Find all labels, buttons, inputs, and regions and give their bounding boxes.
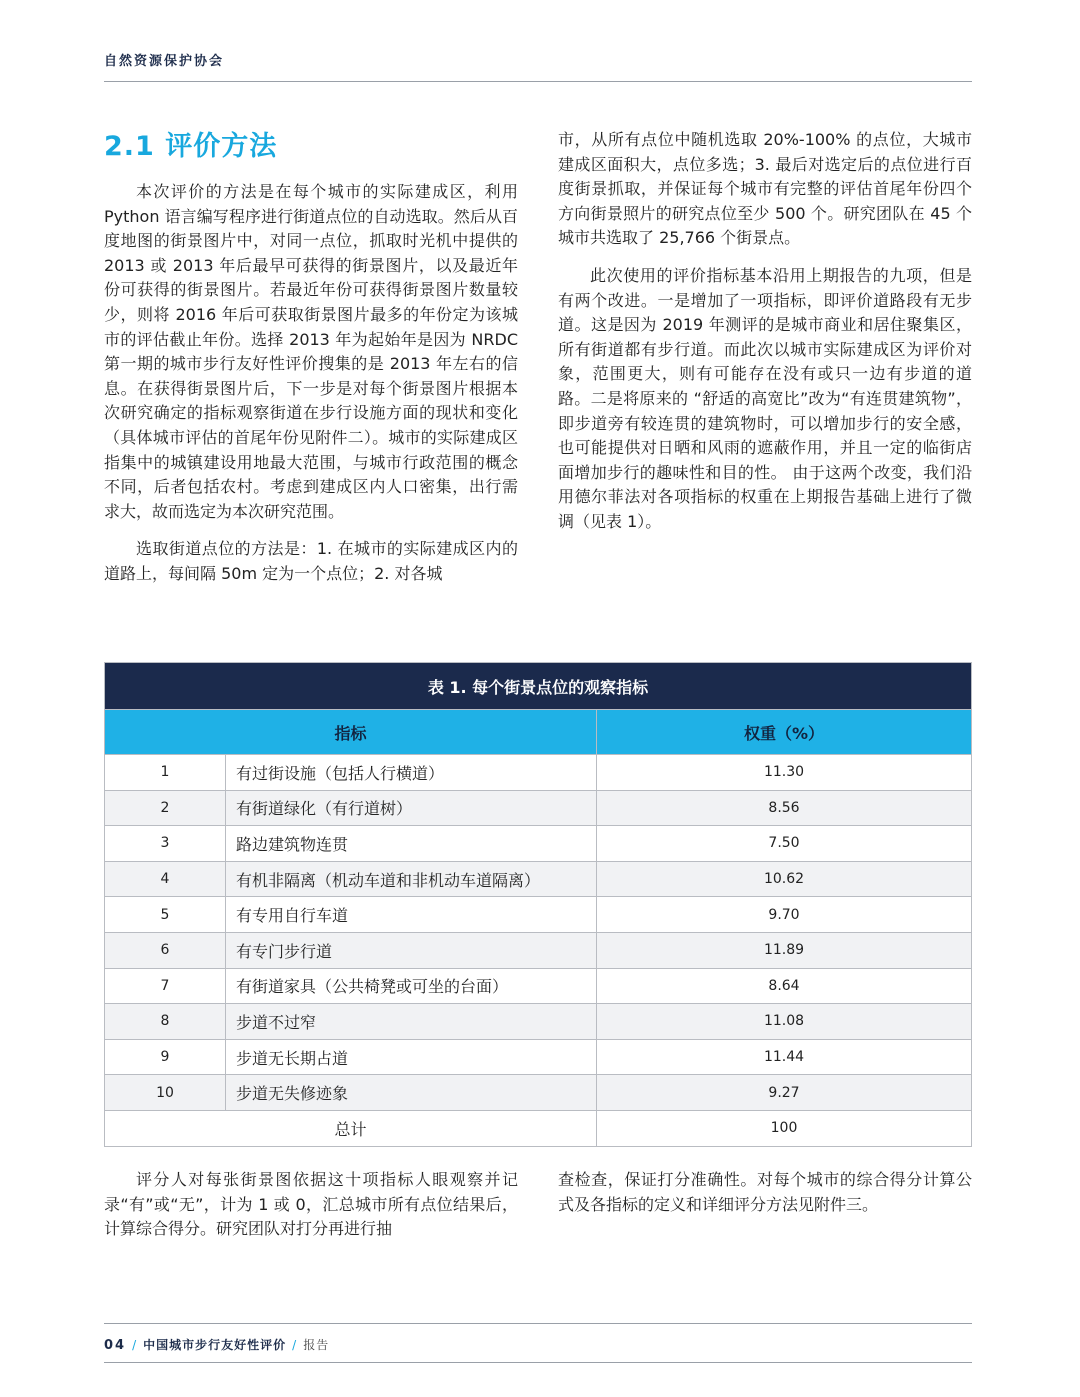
point-selection-continued: 市，从所有点位中随机选取 20%-100% 的点位，大城市建成区面积大，点位多选；3. 最后对选定后的点位进行百度街景抓取，并保证每个城市有完整的评估首尾年份四个方向街景照片的研究点位至少 500 个。研究团队在 45 个城市共选取了 25,766 个街景点。 [558, 130, 972, 248]
indicator-name: 有街道家具（公共椅凳或可坐的台面） [226, 968, 597, 1004]
indicator-name: 步道无失修迹象 [226, 1075, 597, 1111]
scoring-paragraph-continued: 查检查，保证打分准确性。对每个城市的综合得分计算公式及各指标的定义和详细评分方法见附件三。 [558, 1170, 972, 1214]
indicator-header: 指标 [105, 710, 597, 755]
table-row [105, 897, 972, 933]
indicator-number: 8 [105, 1004, 226, 1040]
total-value: 100 [597, 1110, 972, 1146]
indicator-weight: 8.56 [597, 790, 972, 826]
organization-name: 自然资源保护协会 [104, 54, 225, 69]
weight-header: 权重（%） [597, 710, 972, 755]
indicator-number: 3 [105, 826, 226, 862]
point-selection-paragraph: 选取街道点位的方法是：1. 在城市的实际建成区内的道路上，每间隔 50m 定为一个点位；2. 对各城 [104, 539, 518, 583]
total-label: 总计 [105, 1110, 597, 1146]
table-body [105, 755, 972, 1111]
indicator-number: 7 [105, 968, 226, 1004]
indicator-number: 9 [105, 1039, 226, 1075]
bottom-left-column [104, 1168, 518, 1242]
indicator-weight: 10.62 [597, 861, 972, 897]
bottom-right-column [558, 1168, 972, 1217]
indicator-number: 4 [105, 861, 226, 897]
table-row [105, 755, 972, 791]
indicator-name: 有专门步行道 [226, 932, 597, 968]
section-title: 2.1 评价方法 [104, 131, 278, 162]
table-row [105, 790, 972, 826]
table-row [105, 968, 972, 1004]
table-row [105, 861, 972, 897]
indicator-weight: 9.70 [597, 897, 972, 933]
indicator-name: 有机非隔离（机动车道和非机动车道隔离） [226, 861, 597, 897]
indicator-number: 1 [105, 755, 226, 791]
observation-indicators-table [104, 662, 972, 1147]
scoring-paragraph: 评分人对每张街景图依据这十项指标人眼观察并记录“有”或“无”，计为 1 或 0，汇总城市所有点位结果后，计算综合得分。研究团队对打分再进行抽 [104, 1170, 518, 1239]
indicator-weight: 7.50 [597, 826, 972, 862]
indicator-weight: 9.27 [597, 1075, 972, 1111]
footer-top-divider [104, 1323, 972, 1324]
indicator-name: 步道不过窄 [226, 1004, 597, 1040]
indicator-weight: 11.30 [597, 755, 972, 791]
footer-bottom-divider [104, 1362, 972, 1363]
indicator-weight: 11.89 [597, 932, 972, 968]
indicator-weight: 11.44 [597, 1039, 972, 1075]
indicator-number: 5 [105, 897, 226, 933]
method-paragraph: 本次评价的方法是在每个城市的实际建成区，利用 Python 语言编写程序进行街道点位的自动选取。然后从百度地图的街景图片中，对同一点位，抓取时光机中提供的 2013 或 2013 年后最早可获得的街景图片，以及最近年份可获得的街景图片。若最近年份可获得街景图片数量较少，则将 2016 年后可获取街景图片最多的年份定为该城市的评估截止年份。选择 2013 年为起始年是因为 NRDC 第一期的城市步行友好性评价搜集的是 2013 年左右的信息。在获得街景图片后，下一步是对每个街景图片根据本次研究确定的指标观察街道在步行设施方面的现状和变化（具体城市评估的首尾年份见附件二）。城市的实际建成区指集中的城镇建设用地最大范围，与城市行政范围的概念不同，后者包括农村。考虑到建成区内人口密集，出行需求大，故而选定为本次研究范围。 [104, 182, 518, 521]
table-row [105, 1039, 972, 1075]
indicator-number: 2 [105, 790, 226, 826]
table-caption: 表 1. 每个街景点位的观察指标 [105, 663, 972, 710]
table-row [105, 826, 972, 862]
right-column [558, 128, 972, 535]
indicator-name: 路边建筑物连贯 [226, 826, 597, 862]
table-row [105, 932, 972, 968]
header-divider [104, 81, 972, 82]
indicator-weight: 8.64 [597, 968, 972, 1004]
indicator-name: 有街道绿化（有行道树） [226, 790, 597, 826]
table-row [105, 1075, 972, 1111]
indicator-weight: 11.08 [597, 1004, 972, 1040]
indicator-name: 有专用自行车道 [226, 897, 597, 933]
report-title: 中国城市步行友好性评价 [143, 1338, 287, 1352]
indicator-name: 有过街设施（包括人行横道） [226, 755, 597, 791]
page-number: 04 [104, 1338, 127, 1353]
document-type: 报告 [303, 1338, 330, 1352]
indicator-paragraph: 此次使用的评价指标基本沿用上期报告的九项，但是有两个改进。一是增加了一项指标，即评价道路段有无步道。这是因为 2019 年测评的是城市商业和居住聚集区，所有街道都有步行道。而此次以城市实际建成区为评价对象，范围更大，则有可能存在没有或只一边有步道的道路。二是将原来的 “舒适的高宽比”改为“有连贯建筑物”，即步道旁有较连贯的建筑物时，可以增加步行的安全感，也可能提供对日晒和风雨的遮蔽作用，并且一定的临街店面增加步行的趣味性和目的性。 由于这两个改变，我们沿用德尔菲法对各项指标的权重在上期报告基础上进行了微调（见表 1）。 [558, 265, 972, 531]
footer: 04 / 中国城市步行友好性评价 / 报告 [104, 1338, 330, 1353]
left-column [104, 180, 518, 587]
indicator-number: 6 [105, 932, 226, 968]
table-row [105, 1004, 972, 1040]
indicator-number: 10 [105, 1075, 226, 1111]
indicator-name: 步道无长期占道 [226, 1039, 597, 1075]
